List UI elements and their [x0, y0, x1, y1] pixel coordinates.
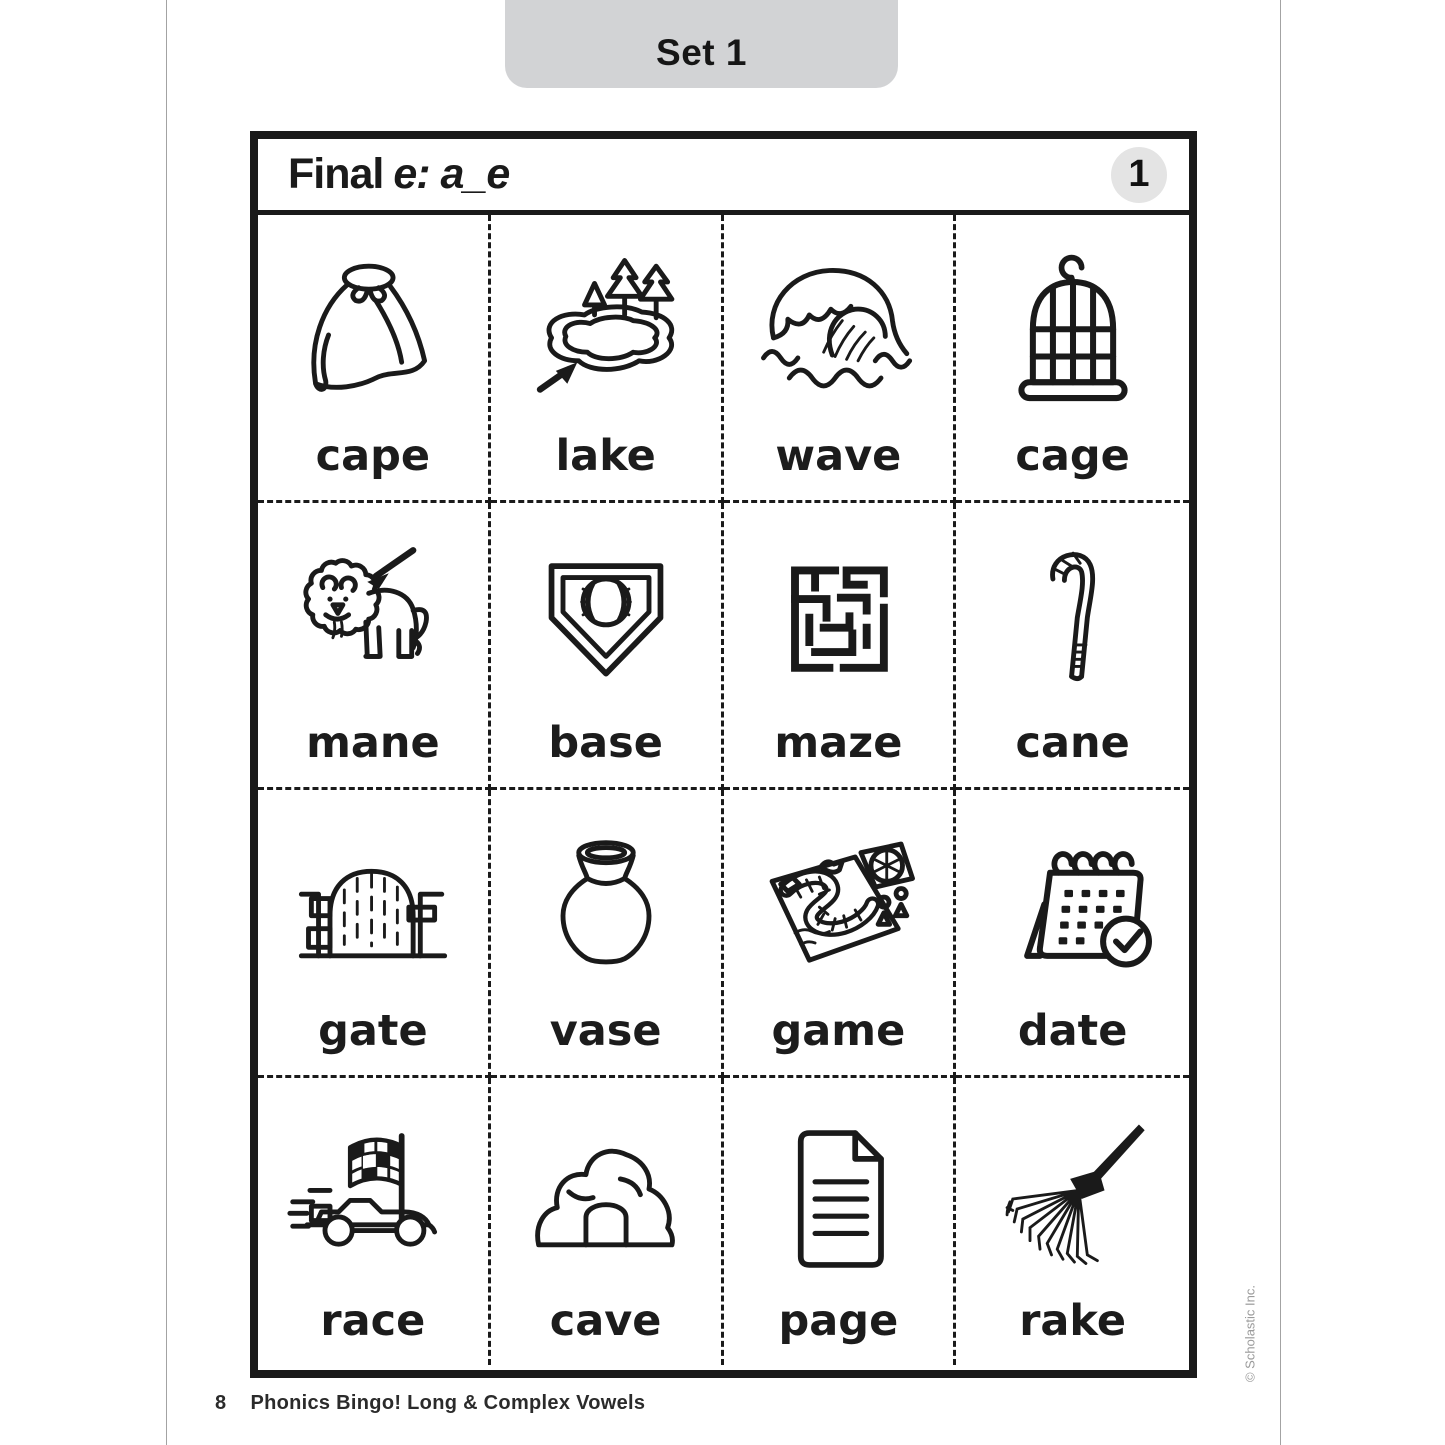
cell-word: lake	[555, 430, 656, 481]
cell-cave	[491, 1078, 724, 1366]
cell-word: rake	[1019, 1296, 1127, 1346]
card-number: 1	[1128, 153, 1150, 195]
page-right-edge	[1280, 0, 1281, 1445]
set-tab	[505, 0, 898, 88]
cell-base	[491, 503, 724, 791]
cell-word: page	[778, 1296, 899, 1346]
cell-race	[258, 1078, 491, 1366]
base-icon	[497, 523, 715, 723]
cane-icon	[962, 523, 1183, 723]
cell-word: game	[771, 1005, 906, 1056]
lake-icon	[497, 235, 715, 435]
cell-date	[956, 790, 1189, 1078]
cave-icon	[497, 1098, 715, 1301]
cell-word: date	[1017, 1005, 1128, 1056]
page-left-edge	[166, 0, 167, 1445]
cell-word: maze	[774, 718, 903, 768]
rake-icon	[962, 1098, 1183, 1301]
cell-wave	[724, 215, 957, 503]
maze-icon	[730, 523, 948, 723]
card-title-pattern: e: a_e	[393, 150, 510, 198]
cell-word: cage	[1015, 430, 1130, 481]
set-tab-label: Set 1	[656, 32, 747, 73]
cell-word: base	[548, 718, 663, 768]
page-number: 8	[215, 1392, 227, 1414]
page-icon	[730, 1098, 948, 1301]
card-number-badge	[1111, 147, 1167, 203]
footer	[215, 1392, 645, 1415]
cell-word: wave	[775, 430, 902, 481]
book-title: Phonics Bingo! Long & Complex Vowels	[250, 1392, 646, 1414]
card-title-word: Final	[288, 150, 384, 198]
cell-cape	[258, 215, 491, 503]
date-icon	[962, 810, 1183, 1010]
cell-page	[724, 1078, 957, 1366]
cell-maze	[724, 503, 957, 791]
vase-icon	[497, 810, 715, 1010]
cell-cage	[956, 215, 1189, 503]
cell-mane	[258, 503, 491, 791]
cape-icon	[264, 235, 482, 435]
cell-gate	[258, 790, 491, 1078]
cell-cane	[956, 503, 1189, 791]
cell-word: vase	[549, 1005, 662, 1056]
cell-game	[724, 790, 957, 1078]
gate-icon	[264, 810, 482, 1010]
cell-word: race	[320, 1296, 426, 1346]
cell-rake	[956, 1078, 1189, 1366]
mane-icon	[264, 523, 482, 723]
card-title	[288, 150, 509, 199]
cell-lake	[491, 215, 724, 503]
cell-word: mane	[306, 718, 440, 768]
cell-word: cane	[1015, 718, 1130, 768]
wave-icon	[730, 235, 948, 435]
cell-word: cave	[549, 1296, 662, 1346]
cell-vase	[491, 790, 724, 1078]
bingo-card	[250, 131, 1197, 1378]
race-icon	[264, 1098, 482, 1301]
bingo-grid	[258, 215, 1189, 1365]
cage-icon	[962, 235, 1183, 435]
card-header	[258, 139, 1189, 215]
copyright-notice: © Scholastic Inc.	[1242, 1285, 1258, 1383]
game-icon	[730, 810, 948, 1010]
cell-word: gate	[318, 1005, 428, 1056]
cell-word: cape	[315, 430, 431, 481]
